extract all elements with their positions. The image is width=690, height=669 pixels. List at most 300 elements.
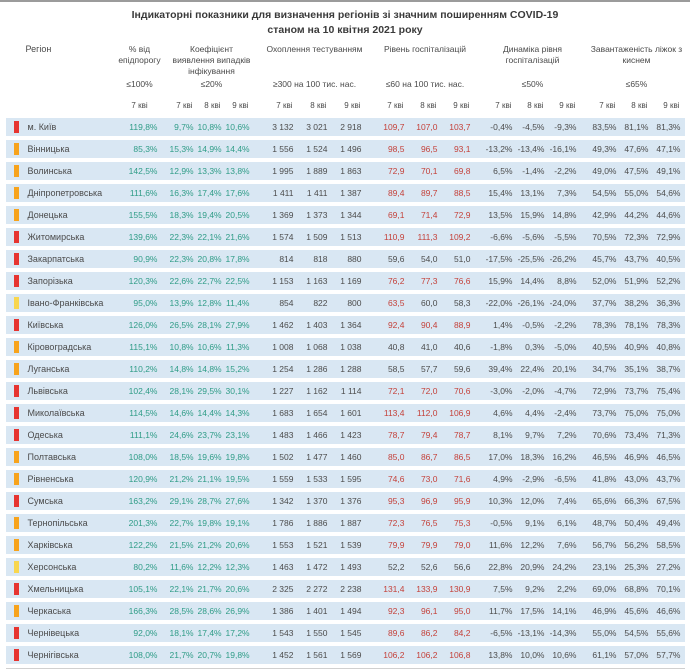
dyn-value: -5,5% (554, 231, 577, 242)
coef-value: 22,3% (169, 231, 194, 242)
coef-value: 23,1% (225, 429, 250, 440)
coef-value: 28,6% (197, 605, 222, 616)
test-value: 1 521 (306, 539, 328, 550)
date-label: 7 кві (131, 100, 148, 110)
test-value: 1 466 (306, 429, 328, 440)
hosp-value: 106,8 (449, 649, 471, 660)
date-label: 9 кві (453, 100, 470, 110)
hosp-value: 71,6 (453, 473, 471, 484)
dyn-value: 14,8% (552, 209, 577, 220)
date-label: 8 кві (420, 100, 437, 110)
hosp-value: 57,7 (420, 363, 438, 374)
test-value: 1 169 (340, 275, 362, 286)
epid-value: 166,3% (128, 605, 158, 616)
region-name: Харківська (27, 539, 73, 550)
region-name: Запорізька (27, 275, 73, 286)
test-value: 1 995 (272, 165, 294, 176)
date-label: 9 кві (232, 100, 249, 110)
table-row (6, 536, 685, 554)
test-value: 1 114 (340, 385, 362, 396)
dyn-value: 10,6% (552, 649, 577, 660)
hosp-value: 84,2 (453, 627, 471, 638)
test-value: 1 227 (272, 385, 294, 396)
hosp-value: 90,4 (420, 319, 438, 330)
coef-value: 17,4% (197, 627, 222, 638)
hosp-value: 63,5 (387, 297, 405, 308)
test-value: 1 559 (272, 473, 294, 484)
status-marker-icon (14, 363, 19, 375)
test-value: 2 238 (340, 583, 362, 594)
load-value: 73,7% (624, 385, 649, 396)
coef-value: 22,7% (197, 275, 222, 286)
hosp-value: 75,3 (453, 517, 471, 528)
hosp-value: 98,5 (387, 143, 405, 154)
coef-value: 21,7% (197, 583, 222, 594)
status-marker-icon (14, 407, 19, 419)
coef-value: 18,5% (169, 451, 194, 462)
test-value: 1 569 (340, 649, 362, 660)
load-value: 75,0% (656, 407, 681, 418)
test-value: 1 403 (306, 319, 328, 330)
dyn-value: -4,5% (522, 121, 545, 132)
epid-value: 80,2% (133, 561, 158, 572)
test-value: 800 (347, 297, 362, 308)
hosp-value: 79,9 (420, 539, 438, 550)
dyn-value: 16,2% (552, 451, 577, 462)
region-cell (6, 253, 118, 265)
test-value: 1 162 (306, 385, 328, 396)
region-cell (6, 165, 118, 177)
epid-value: 110,2% (129, 363, 158, 374)
load-value: 61,1% (592, 649, 617, 660)
dyn-value: 1,4% (493, 319, 513, 330)
status-marker-icon (14, 605, 19, 617)
load-value: 34,7% (592, 363, 617, 374)
region-name: Вінницька (27, 143, 70, 154)
hosp-value: 72,0 (420, 385, 438, 396)
table-row (6, 118, 685, 136)
header-thresholds-row (6, 76, 685, 90)
hosp-value: 69,8 (453, 165, 471, 176)
load-value: 57,0% (624, 649, 649, 660)
hosp-value: 96,1 (420, 605, 438, 616)
test-value: 814 (279, 253, 294, 264)
region-cell (6, 121, 118, 133)
status-marker-icon (14, 561, 19, 573)
table-row (6, 624, 685, 642)
date-label: 8 кві (527, 100, 544, 110)
coef-value: 19,8% (225, 649, 250, 660)
status-marker-icon (14, 275, 19, 287)
table-row (6, 162, 685, 180)
load-value: 37,7% (592, 297, 617, 308)
test-value: 1 502 (272, 451, 294, 462)
test-value: 1 373 (306, 209, 328, 220)
hosp-value: 109,7 (383, 121, 405, 132)
dyn-value: -24,0% (549, 297, 577, 308)
dyn-value: -4,7% (554, 385, 577, 396)
hosp-value: 95,9 (453, 495, 471, 506)
dyn-value: -2,4% (554, 407, 577, 418)
region-name: Сумська (27, 495, 63, 506)
load-value: 56,2% (624, 539, 649, 550)
coef-value: 28,1% (197, 319, 222, 330)
table-row (6, 382, 685, 400)
table-body (6, 118, 685, 664)
dyn-value: -9,3% (554, 121, 577, 132)
date-label: 7 кві (599, 100, 616, 110)
region-name: Миколаївська (27, 407, 85, 418)
coef-value: 17,2% (225, 627, 250, 638)
coef-value: 22,1% (169, 583, 194, 594)
status-marker-icon (14, 165, 19, 177)
dyn-value: 15,9% (488, 275, 513, 286)
threshold-hosp: ≤60 на 100 тис. нас. (385, 79, 465, 90)
region-name: Закарпатська (27, 253, 85, 264)
dyn-value: -2,2% (554, 165, 577, 176)
hosp-value: 89,4 (387, 187, 405, 198)
test-value: 1 386 (272, 605, 294, 616)
coef-value: 30,1% (225, 385, 250, 396)
dyn-value: 17,0% (488, 451, 513, 462)
test-value: 880 (347, 253, 362, 264)
hosp-value: 58,5 (387, 363, 405, 374)
status-marker-icon (14, 473, 19, 485)
test-value: 1 786 (272, 517, 294, 528)
status-marker-icon (14, 451, 19, 463)
test-value: 2 272 (306, 583, 328, 594)
load-value: 35,1% (624, 363, 649, 374)
hosp-value: 78,7 (387, 429, 405, 440)
load-value: 69,0% (592, 583, 617, 594)
dyn-value: 20,9% (520, 561, 545, 572)
date-label: 7 кві (276, 100, 293, 110)
dyn-value: 10,0% (520, 649, 545, 660)
dyn-value: -17,5% (485, 253, 513, 264)
epid-value: 115,1% (129, 341, 158, 352)
hosp-value: 59,6 (453, 363, 471, 374)
header-dates-row (6, 90, 685, 118)
hosp-value: 106,2 (383, 649, 405, 660)
load-value: 25,3% (624, 561, 649, 572)
load-value: 45,7% (592, 253, 617, 264)
test-value: 1 533 (306, 473, 328, 484)
dyn-value: 17,5% (520, 605, 545, 616)
dyn-value: 7,3% (557, 187, 577, 198)
coef-value: 11,3% (226, 341, 250, 352)
dyn-value: -13,1% (517, 627, 545, 638)
dyn-value: 7,2% (557, 429, 577, 440)
epid-value: 102,4% (128, 385, 158, 396)
table-row (6, 140, 685, 158)
test-value: 1 539 (340, 539, 362, 550)
date-label: 7 кві (495, 100, 512, 110)
test-value: 2 918 (340, 121, 362, 132)
test-value: 1 509 (306, 231, 328, 242)
region-name: Чернігівська (27, 649, 79, 660)
test-value: 1 387 (340, 187, 362, 198)
region-cell (6, 605, 118, 617)
threshold-epid: ≤100% (126, 79, 153, 90)
date-label: 9 кві (559, 100, 576, 110)
epid-value: 122,2% (128, 539, 158, 550)
load-value: 46,5% (592, 451, 617, 462)
coef-value: 19,6% (197, 451, 222, 462)
hosp-value: 51,0 (453, 253, 471, 264)
load-value: 48,7% (592, 517, 617, 528)
test-value: 1 286 (306, 363, 328, 374)
date-label: 7 кві (387, 100, 404, 110)
dyn-value: 12,0% (520, 495, 545, 506)
epid-value: 119,8% (129, 121, 158, 132)
region-name: Львівська (27, 385, 68, 396)
region-name: Луганська (27, 363, 70, 374)
hosp-value: 86,5 (453, 451, 471, 462)
group-header-coef: Коефіцієнт виявлення випадків інфікування (172, 44, 251, 76)
hosp-value: 70,1 (420, 165, 438, 176)
table-row (6, 228, 685, 246)
load-value: 65,6% (592, 495, 617, 506)
region-cell (6, 495, 118, 507)
test-value: 818 (313, 253, 328, 264)
test-value: 1 452 (272, 649, 294, 660)
table-row (6, 646, 685, 664)
coef-value: 16,3% (169, 187, 194, 198)
column-gap (475, 95, 485, 113)
hosp-value: 77,3 (420, 275, 438, 286)
date-label: 8 кві (631, 100, 648, 110)
region-name: Київська (27, 319, 64, 330)
load-value: 58,5% (656, 539, 681, 550)
dyn-value: 7,5% (493, 583, 513, 594)
table-row (6, 360, 685, 378)
table-row (6, 514, 685, 532)
test-value: 1 288 (340, 363, 362, 374)
coef-value: 10,8% (197, 121, 222, 132)
coef-value: 28,7% (197, 495, 222, 506)
test-value: 1 513 (340, 231, 362, 242)
title-line2: станом на 10 квітня 2021 року (267, 24, 423, 37)
test-value: 1 460 (340, 451, 362, 462)
threshold-test: ≥300 на 100 тис. нас. (272, 79, 357, 90)
table-row (6, 316, 685, 334)
region-cell (6, 649, 118, 661)
region-cell (6, 407, 118, 419)
epid-value: 155,5% (128, 209, 158, 220)
title-line1: Індикаторні показники для визначення регіонів зі значним поширенням COVID-19 (131, 9, 559, 21)
status-marker-icon (14, 539, 19, 551)
load-value: 78,3% (592, 319, 617, 330)
hosp-value: 79,4 (420, 429, 438, 440)
date-label: 8 кві (204, 100, 221, 110)
coef-value: 21,2% (197, 539, 222, 550)
load-value: 78,3% (656, 319, 681, 330)
dyn-value: 11,7% (489, 605, 513, 616)
status-marker-icon (14, 627, 19, 639)
table-row (6, 448, 685, 466)
dyn-value: 7,4% (557, 495, 577, 506)
region-cell (6, 583, 118, 595)
load-value: 43,7% (656, 473, 681, 484)
threshold-dyn: ≤50% (521, 79, 544, 90)
hosp-value: 40,6 (453, 341, 471, 352)
load-value: 45,6% (624, 605, 649, 616)
epid-value: 126,0% (128, 319, 158, 330)
test-value: 1 889 (306, 165, 328, 176)
test-value: 1 254 (272, 363, 294, 374)
load-value: 55,6% (656, 627, 681, 638)
load-value: 75,0% (624, 407, 649, 418)
dyn-value: 6,5% (493, 165, 513, 176)
coef-value: 13,3% (197, 165, 222, 176)
dyn-value: 20,1% (552, 363, 577, 374)
hosp-value: 85,0 (387, 451, 405, 462)
coef-value: 14,8% (197, 363, 222, 374)
coef-value: 18,3% (169, 209, 194, 220)
hosp-value: 60,0 (420, 297, 438, 308)
table-row (6, 580, 685, 598)
coef-value: 19,4% (197, 209, 222, 220)
hosp-value: 54,0 (420, 253, 438, 264)
hosp-value: 88,9 (453, 319, 471, 330)
table-row (6, 492, 685, 510)
load-value: 57,7% (656, 649, 681, 660)
epid-value: 90,9% (133, 253, 158, 264)
date-label: 8 кві (310, 100, 327, 110)
coef-value: 11,4% (226, 297, 250, 308)
test-value: 3 021 (306, 121, 328, 132)
coef-value: 22,1% (197, 231, 222, 242)
test-value: 1 364 (340, 319, 362, 330)
load-value: 36,3% (656, 297, 681, 308)
load-value: 66,3% (624, 495, 649, 506)
region-name: Тернопільська (27, 517, 88, 528)
region-name: Одеська (27, 429, 63, 440)
load-value: 38,7% (656, 363, 681, 374)
hosp-value: 72,9 (453, 209, 471, 220)
dyn-value: -2,0% (522, 385, 545, 396)
hosp-value: 106,2 (416, 649, 438, 660)
coef-value: 21,6% (225, 231, 250, 242)
table-row (6, 470, 685, 488)
hosp-value: 92,3 (387, 605, 405, 616)
hosp-value: 96,9 (420, 495, 438, 506)
coef-value: 10,8% (169, 341, 194, 352)
region-cell (6, 143, 118, 155)
coef-value: 26,9% (225, 605, 250, 616)
load-value: 47,6% (624, 143, 649, 154)
test-value: 1 595 (340, 473, 362, 484)
coef-value: 14,9% (197, 143, 222, 154)
coef-value: 20,7% (197, 649, 222, 660)
load-value: 73,4% (624, 429, 649, 440)
table-row (6, 558, 685, 576)
load-value: 43,0% (624, 473, 649, 484)
load-value: 46,9% (624, 451, 649, 462)
coef-value: 19,5% (225, 473, 250, 484)
dyn-value: -13,2% (485, 143, 513, 154)
region-cell (6, 627, 118, 639)
region-cell (6, 561, 118, 573)
coef-value: 20,8% (197, 253, 222, 264)
indicators-table (6, 44, 685, 669)
region-cell (6, 363, 118, 375)
region-cell (6, 209, 118, 221)
load-value: 83,5% (592, 121, 617, 132)
status-marker-icon (14, 649, 19, 661)
coef-value: 17,6% (225, 187, 250, 198)
load-value: 50,4% (624, 517, 649, 528)
load-value: 71,3% (656, 429, 681, 440)
load-value: 42,9% (592, 209, 617, 220)
coef-value: 29,1% (169, 495, 194, 506)
dyn-value: -14,3% (549, 627, 577, 638)
status-marker-icon (14, 143, 19, 155)
dyn-value: 0,3% (525, 341, 545, 352)
dyn-value: -2,2% (554, 319, 577, 330)
dyn-value: 22,4% (520, 363, 545, 374)
load-value: 40,9% (624, 341, 649, 352)
hosp-value: 109,2 (449, 231, 471, 242)
load-value: 44,6% (656, 209, 681, 220)
region-cell (6, 319, 118, 331)
load-value: 54,6% (656, 187, 681, 198)
dyn-value: -26,1% (517, 297, 545, 308)
hosp-value: 112,0 (416, 407, 438, 418)
load-value: 70,5% (592, 231, 617, 242)
load-value: 52,2% (656, 275, 681, 286)
status-marker-icon (14, 187, 19, 199)
hosp-value: 106,9 (449, 407, 471, 418)
hosp-value: 113,4 (383, 407, 405, 418)
hosp-value: 59,6 (387, 253, 405, 264)
region-cell (6, 429, 118, 441)
group-header-epid: % від епідпорогу (118, 44, 161, 66)
load-value: 81,3% (656, 121, 681, 132)
load-value: 56,7% (592, 539, 617, 550)
date-label: 9 кві (344, 100, 361, 110)
load-value: 70,1% (656, 583, 681, 594)
epid-value: 163,2% (128, 495, 158, 506)
dyn-value: 6,1% (557, 517, 577, 528)
hosp-value: 89,6 (387, 627, 405, 638)
load-value: 49,1% (656, 165, 681, 176)
load-value: 73,7% (592, 407, 617, 418)
coef-value: 26,5% (169, 319, 194, 330)
coef-value: 14,4% (197, 407, 222, 418)
load-value: 47,1% (656, 143, 681, 154)
dyn-value: 4,4% (525, 407, 545, 418)
coef-value: 20,5% (225, 209, 250, 220)
test-value: 1 654 (306, 407, 328, 418)
table-row (6, 294, 685, 312)
dyn-value: -0,5% (490, 517, 513, 528)
hosp-value: 96,5 (420, 143, 438, 154)
load-value: 49,3% (592, 143, 617, 154)
test-value: 1 496 (340, 143, 362, 154)
dyn-value: -5,0% (554, 341, 577, 352)
coef-value: 15,2% (225, 363, 250, 374)
status-marker-icon (14, 297, 19, 309)
load-value: 44,2% (624, 209, 649, 220)
test-value: 1 153 (272, 275, 294, 286)
hosp-value: 56,6 (453, 561, 471, 572)
hosp-value: 103,7 (449, 121, 471, 132)
coef-value: 28,1% (169, 385, 194, 396)
table-row (6, 426, 685, 444)
hosp-value: 58,3 (453, 297, 471, 308)
coef-value: 22,5% (225, 275, 250, 286)
